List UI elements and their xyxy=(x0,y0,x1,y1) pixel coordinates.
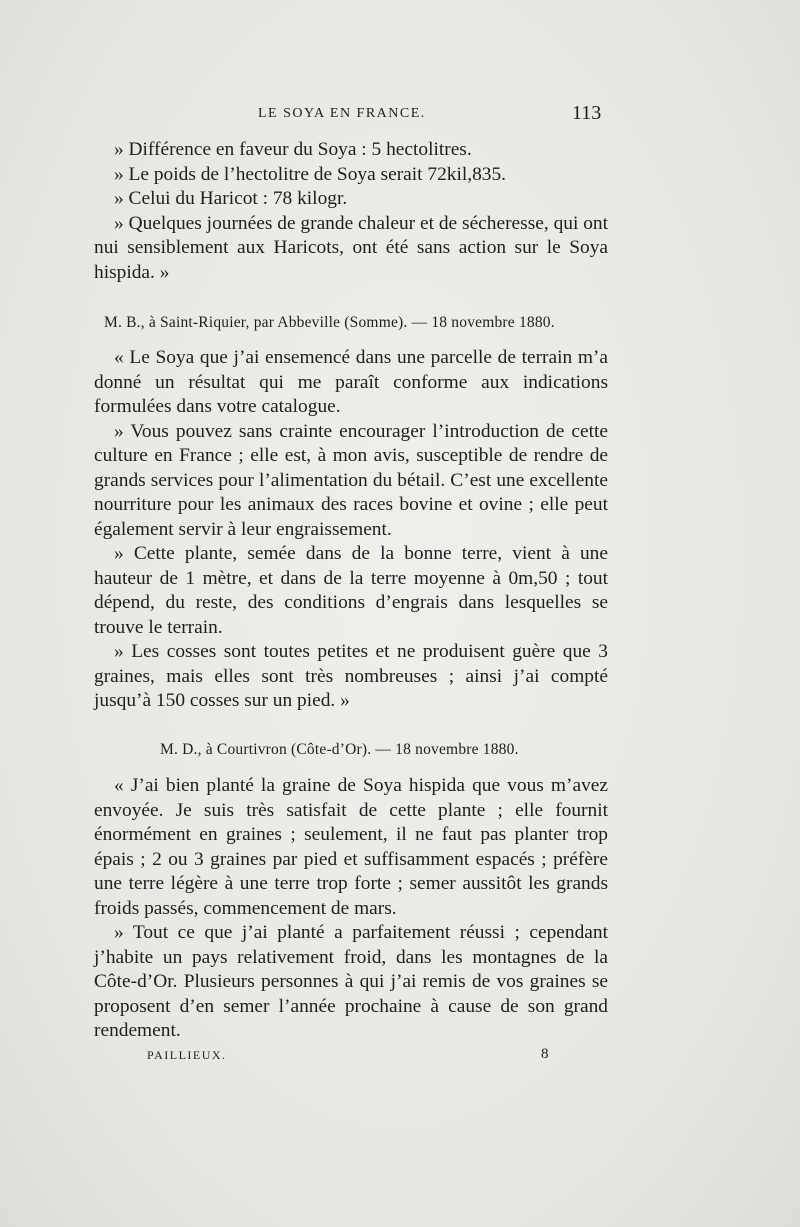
paragraph: » Vous pouvez sans crainte encourager l’introduction de cette culture en France ; elle est, à mon avis, susceptible de rendre de grands services pour l’alimentation du bétail. C’est une excellente nourriture pour les animaux des races bovine et ovine ; elle peut également servir à leur engraissement. xyxy=(94,420,608,540)
paragraph: « Le Soya que j’ai ensemencé dans une parcelle de terrain m’a donné un résultat qui me paraît conforme aux indications formulées dans votre catalogue. xyxy=(94,347,608,417)
letter-excerpt-3 xyxy=(94,774,608,1044)
paragraph: » Différence en faveur du Soya : 5 hectolitres. xyxy=(114,139,472,160)
footer-signature-mark: 8 xyxy=(541,1046,549,1062)
letter-excerpt-2 xyxy=(94,346,608,714)
correspondent-heading-1: M. B., à Saint-Riquier, par Abbeville (Somme). — 18 novembre 1880. xyxy=(104,314,555,331)
page-number: 113 xyxy=(572,102,602,124)
paragraph: » Les cosses sont toutes petites et ne produisent guère que 3 graines, mais elles sont très nombreuses ; ainsi j’ai compté jusqu’à 150 cosses sur un pied. » xyxy=(94,641,608,711)
paragraph: » Le poids de l’hectolitre de Soya serait 72kil,835. xyxy=(114,163,507,185)
correspondent-heading-2: M. D., à Courtivron (Côte-d’Or). — 18 novembre 1880. xyxy=(160,741,519,758)
paragraph: » Tout ce que j’ai planté a parfaitement réussi ; cependant j’habite un pays relativement froid, dans les montagnes de la Côte-d’Or. Plusieurs personnes à qui j’ai remis de vos graines se proposent d’en semer l’année prochaine à cause de son grand rendement. xyxy=(94,922,608,1041)
running-title: LE SOYA EN FRANCE. xyxy=(258,106,426,121)
paragraph: » Cette plante, semée dans de la bonne terre, vient à une hauteur de 1 mètre, et dans de la terre moyenne à 0m,50 ; tout dépend, du reste, des conditions d’engrais dans lesquelles se trouve le terrain. xyxy=(94,543,608,638)
letter-excerpt-1 xyxy=(94,138,608,285)
footer-author: PAILLIEUX. xyxy=(147,1048,227,1062)
paragraph: » Quelques journées de grande chaleur et de sécheresse, qui ont nui sensiblement aux Haricots, ont été sans action sur le Soya hispida. » xyxy=(94,212,608,283)
paragraph: « J’ai bien planté la graine de Soya hispida que vous m’avez envoyée. Je suis très satisfait de cette plante ; elle fournit énormément en graines ; seulement, il ne faut pas planter trop épais ; 2 ou 3 graines par pied et suffisamment espacés ; préfère une terre légère à une terre trop forte ; semer aussitôt les grands froids passés, commencement de mars. xyxy=(94,775,608,919)
paragraph: » Celui du Haricot : 78 kilogr. xyxy=(114,188,348,209)
